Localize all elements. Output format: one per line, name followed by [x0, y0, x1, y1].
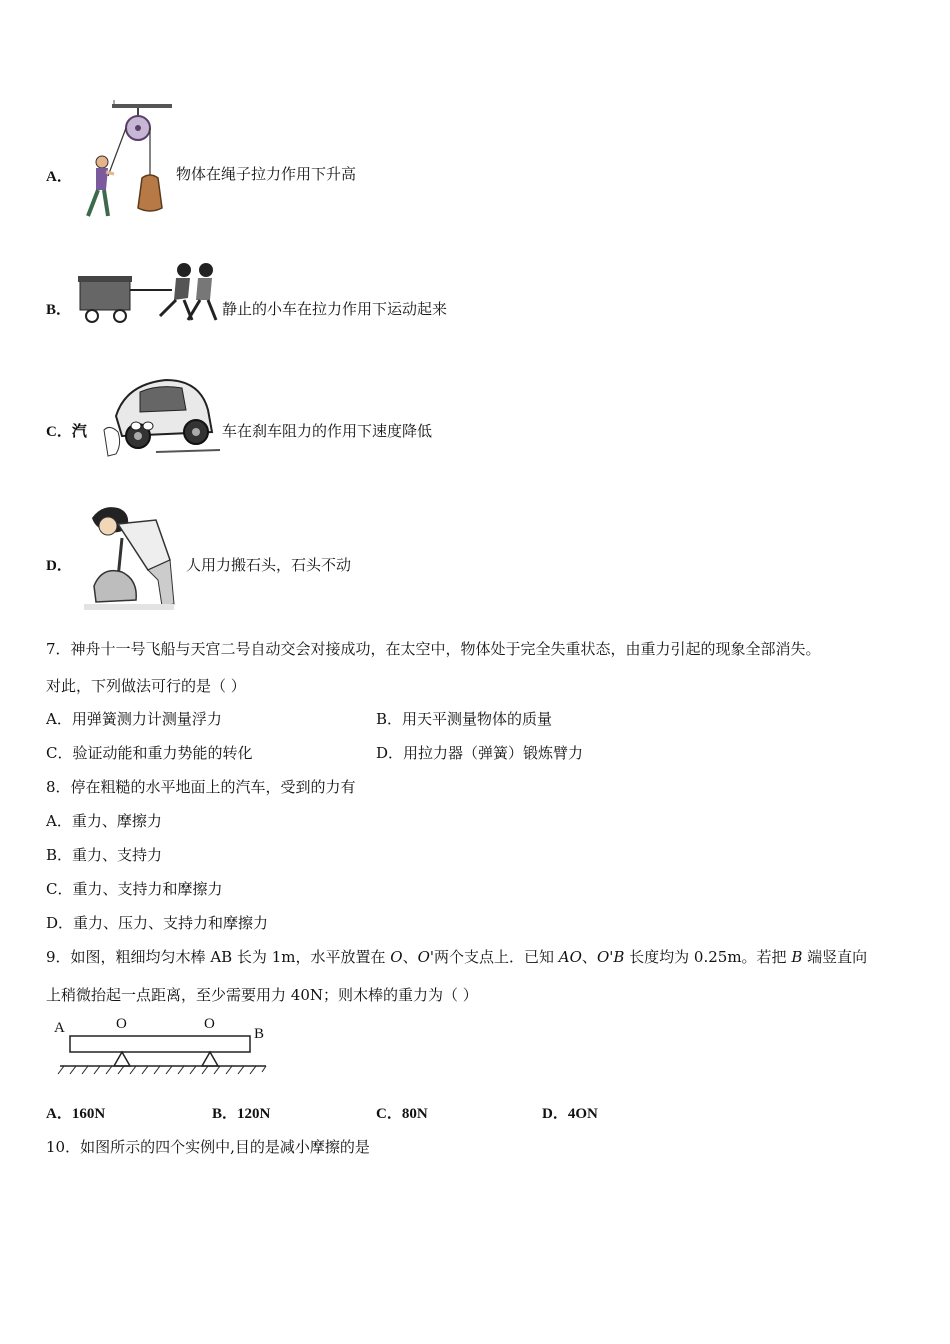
q6-option-d-label: D． — [46, 558, 72, 574]
q7-stem-line1: 7．神舟十一号飞船与天宫二号自动交会对接成功，在太空中，物体处于完全失重状态，由重力引起的现象全部消失。 — [46, 640, 821, 658]
braking-car-illustration — [96, 370, 224, 462]
q7-option-a: A．用弹簧测力计测量浮力 — [46, 710, 222, 728]
q9-sep1: 、 — [402, 948, 418, 966]
q9-option-b: B．120N — [212, 1106, 271, 1122]
q8-option-b: B．重力、支持力 — [46, 846, 163, 864]
q9-stem-part-c: 长度均为 0.25m。若把 — [624, 948, 792, 966]
q8-option-d: D．重力、压力、支持力和摩擦力 — [46, 914, 269, 932]
lever-drawing — [50, 1014, 274, 1080]
cart-pulling-illustration — [76, 260, 222, 326]
q9-option-c: C．80N — [376, 1106, 428, 1122]
q6-option-b-label: B． — [46, 302, 72, 318]
q7-option-b: B．用天平测量物体的质量 — [376, 710, 553, 728]
q9-option-d: D．4ON — [542, 1106, 598, 1122]
q9-stem-part-a: 9．如图，粗细均匀木棒 AB 长为 1m，水平放置在 — [46, 948, 391, 966]
q9-stem-part-d: 端竖直向 — [802, 948, 868, 966]
q6-option-a-text: 物体在绳子拉力作用下升高 — [176, 165, 357, 183]
q8-option-a: A．重力、摩擦力 — [46, 812, 162, 830]
lever-label-o2: O — [204, 1016, 215, 1032]
q9-point-o-prime: O' — [417, 948, 434, 966]
q6-option-c-text: 车在刹车阻力的作用下速度降低 — [222, 422, 433, 440]
q9-segment-ao: AO — [558, 948, 582, 966]
q9-point-o: O — [390, 948, 403, 966]
q6-option-a-label: A． — [46, 169, 72, 185]
q7-option-c: C．验证动能和重力势能的转化 — [46, 744, 253, 762]
q9-segment-o-prime-b: O'B — [596, 948, 625, 966]
pulley-illustration — [78, 100, 178, 222]
q6-option-b-text: 静止的小车在拉力作用下运动起来 — [222, 300, 448, 318]
q6-option-c-label: C．汽 — [46, 424, 87, 440]
q9-point-b: B — [791, 948, 803, 966]
lever-figure — [50, 1014, 274, 1080]
q7-option-d: D．用拉力器（弹簧）锻炼臂力 — [376, 744, 584, 762]
q9-option-a: A．160N — [46, 1106, 106, 1122]
lever-label-o1: O — [116, 1016, 127, 1032]
lever-label-b: B — [254, 1026, 265, 1042]
q10-stem: 10．如图所示的四个实例中,目的是减小摩擦的是 — [46, 1138, 370, 1156]
q8-stem: 8．停在粗糙的水平地面上的汽车，受到的力有 — [46, 778, 356, 796]
q7-stem-line2: 对此，下列做法可行的是（ ） — [46, 677, 246, 695]
q9-sep2: 、 — [581, 948, 597, 966]
q8-option-c: C．重力、支持力和摩擦力 — [46, 880, 223, 898]
q6-option-d-text: 人用力搬石头，石头不动 — [186, 556, 352, 574]
lever-label-a: A — [54, 1020, 65, 1036]
q9-stem-line1 — [46, 946, 867, 967]
q9-stem-part-b: 两个支点上．已知 — [434, 948, 559, 966]
q9-stem-line2: 上稍微抬起一点距离，至少需要用力 40N；则木棒的重力为（ ） — [46, 986, 478, 1004]
lifting-rock-illustration — [78, 500, 184, 616]
